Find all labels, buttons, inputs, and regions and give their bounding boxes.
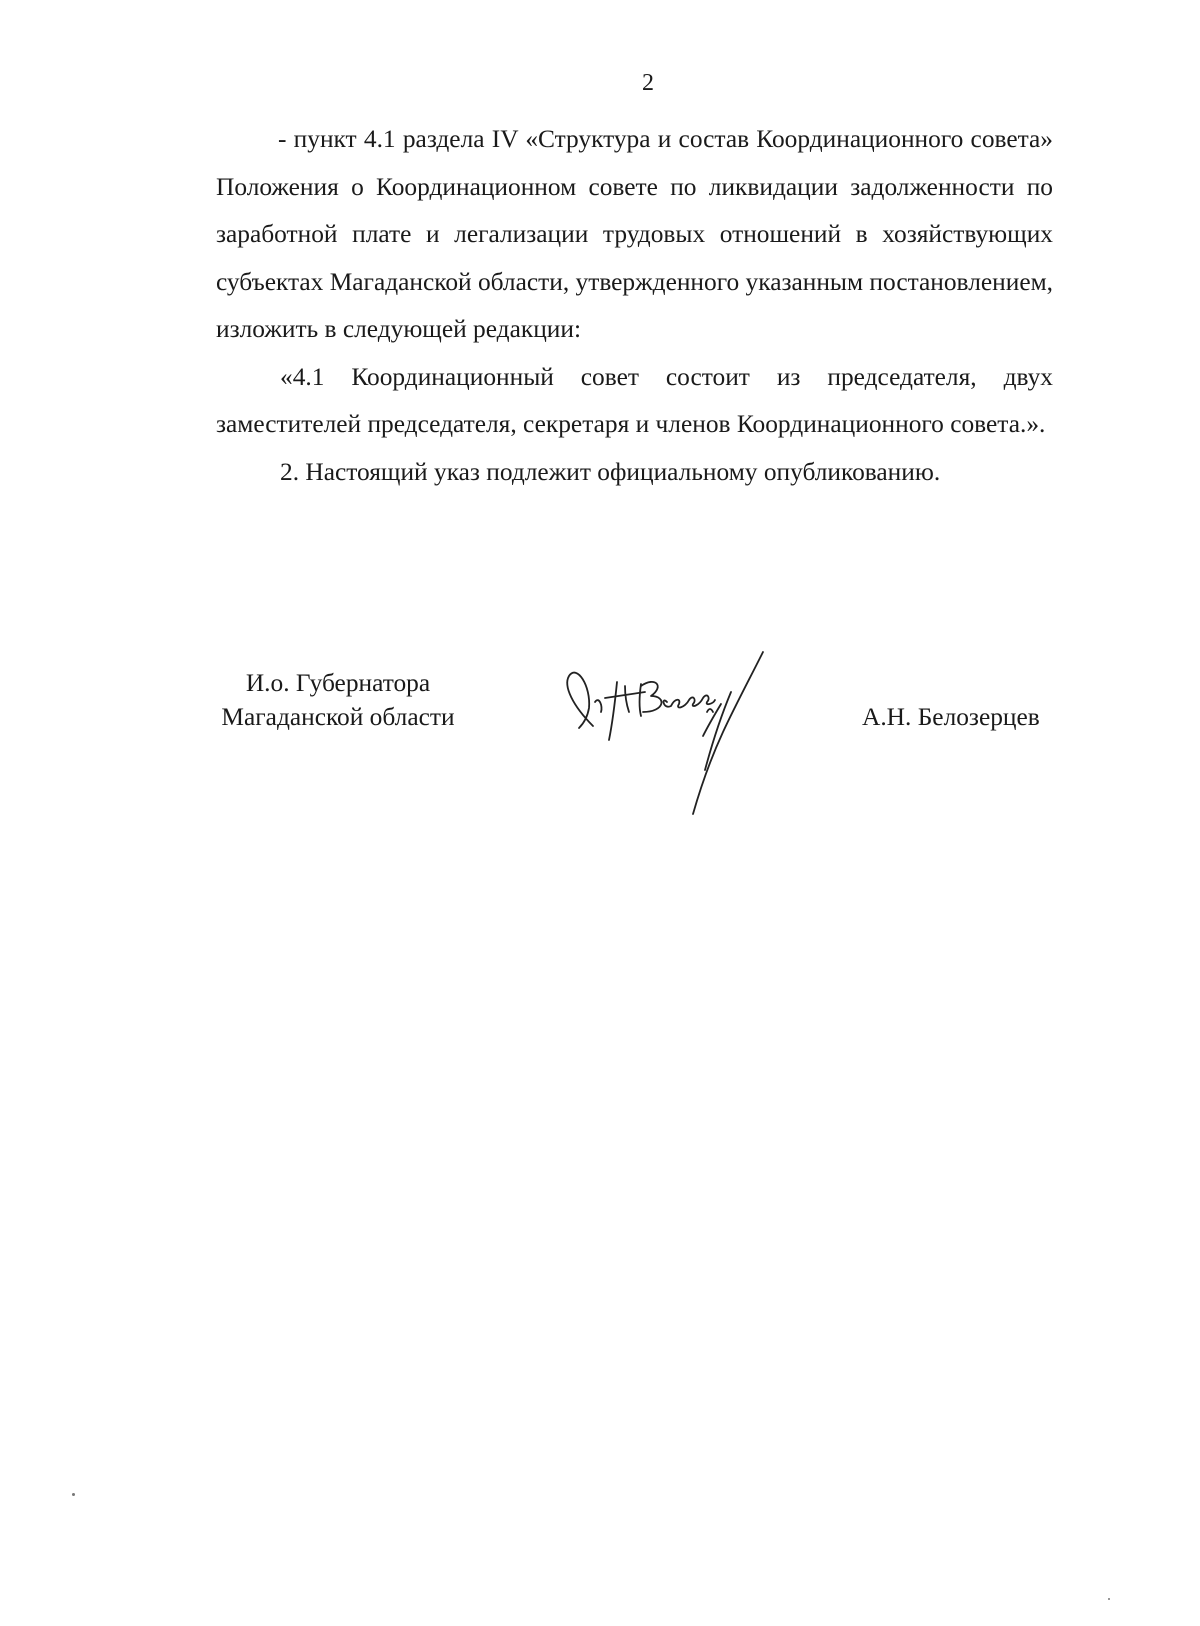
signatory-title-line-2: Магаданской области	[221, 703, 455, 731]
signatory-title	[200, 666, 476, 734]
document-body	[216, 116, 1053, 496]
paragraph-publication: 2. Настоящий указ подлежит официальному опубликованию.	[280, 457, 941, 486]
paragraph-new-wording: «4.1 Координационный совет состоит из председателя, двух заместителей председателя, секретаря и членов Координационного совета.».	[216, 362, 1053, 438]
handwritten-signature	[555, 646, 775, 826]
page-number: 2	[642, 70, 654, 96]
scan-speck	[1108, 1598, 1110, 1600]
signatory-name: А.Н. Белозерцев	[862, 703, 1040, 731]
signatory-title-line-1: И.о. Губернатора	[245, 669, 431, 697]
paragraph-amendment: - пункт 4.1 раздела IV «Структура и состав Координационного совета» Положения о Координационном совете по ликвидации задолженности по заработной плате и легализации трудовых отношений в хозяйствующих субъектах Магаданской области, утвержденного указанным постановлением, изложить в следующей редакции:	[216, 125, 1054, 343]
scan-speck	[72, 1493, 75, 1496]
